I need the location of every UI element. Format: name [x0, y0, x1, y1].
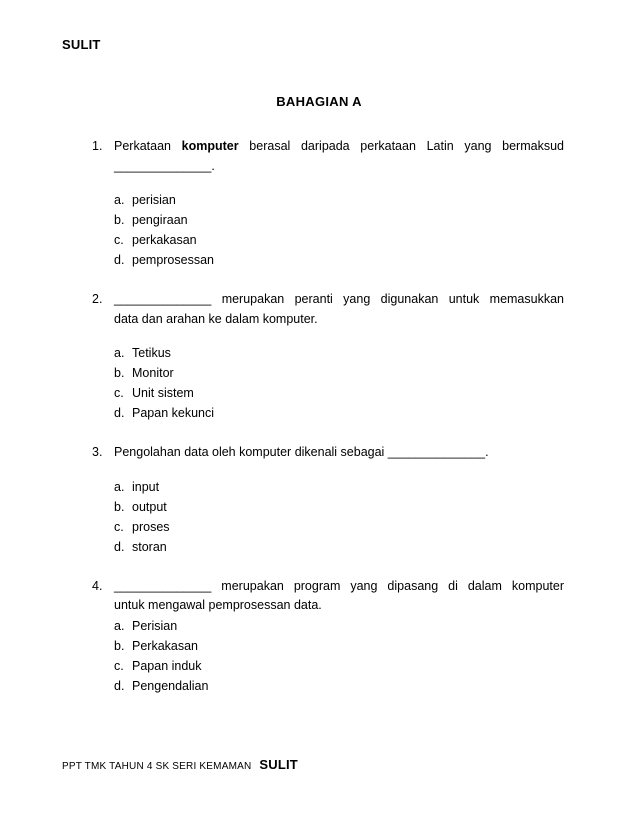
- option-list: [114, 477, 564, 557]
- question-number: 1.: [92, 139, 103, 153]
- option-a[interactable]: [114, 343, 564, 363]
- question-line-2: untuk mengawal pemprosessan data.: [114, 598, 322, 612]
- question-line-1: Pengolahan data oleh komputer dikenali sebagai ______________.: [114, 445, 489, 459]
- option-c[interactable]: [114, 656, 564, 676]
- question-text: [114, 290, 564, 329]
- option-text: Pengendalian: [132, 678, 209, 693]
- question-line-1: [114, 137, 564, 157]
- option-text: storan: [132, 539, 167, 554]
- option-text: output: [132, 499, 167, 514]
- header-classification: SULIT: [62, 37, 101, 52]
- question-line-1: ______________ merupakan peranti yang digunakan untuk memasukkan: [114, 292, 564, 306]
- option-text: Papan kekunci: [132, 406, 215, 420]
- option-letter: d.: [114, 539, 125, 554]
- option-c[interactable]: [114, 517, 564, 537]
- option-text: pemprosessan: [132, 253, 214, 267]
- option-text: pengiraan: [132, 213, 188, 227]
- option-letter: a.: [114, 346, 125, 360]
- section-title: BAHAGIAN A: [276, 94, 362, 109]
- question-line-1: ______________ merupakan program yang dipasang di dalam komputer: [114, 578, 564, 593]
- question-number: 3.: [92, 445, 103, 459]
- option-letter: b.: [114, 366, 125, 380]
- option-list: [114, 343, 564, 423]
- option-list: [114, 616, 564, 696]
- option-letter: a.: [114, 618, 125, 633]
- option-letter: d.: [114, 406, 125, 420]
- option-text: input: [132, 479, 160, 494]
- option-d[interactable]: [114, 250, 564, 270]
- option-letter: c.: [114, 658, 124, 673]
- question-list: [92, 137, 564, 696]
- question-line-2: ______________.: [114, 158, 215, 173]
- option-b[interactable]: [114, 363, 564, 383]
- option-text: proses: [132, 519, 170, 534]
- option-c[interactable]: [114, 383, 564, 403]
- question-line-2: data dan arahan ke dalam komputer.: [114, 311, 318, 326]
- question-2: [92, 290, 564, 423]
- option-letter: d.: [114, 253, 125, 267]
- option-letter: b.: [114, 213, 125, 227]
- option-text: Tetikus: [132, 346, 171, 360]
- question-text: [114, 577, 564, 616]
- option-letter: c.: [114, 386, 124, 400]
- question-number: 2.: [92, 292, 103, 306]
- option-letter: c.: [114, 233, 124, 247]
- option-a[interactable]: [114, 190, 564, 210]
- question-text: [114, 137, 564, 176]
- option-d[interactable]: [114, 403, 564, 423]
- page-footer: [62, 757, 298, 772]
- option-text: Perkakasan: [132, 638, 199, 653]
- option-a[interactable]: [114, 477, 564, 497]
- option-d[interactable]: [114, 537, 564, 557]
- option-b[interactable]: [114, 636, 564, 656]
- question-text: [114, 443, 564, 463]
- option-letter: b.: [114, 499, 125, 514]
- option-text: Papan induk: [132, 658, 202, 673]
- option-letter: b.: [114, 638, 125, 653]
- option-letter: a.: [114, 479, 125, 494]
- option-letter: d.: [114, 678, 125, 693]
- question-number: 4.: [92, 578, 103, 593]
- question-4: [92, 577, 564, 696]
- option-b[interactable]: [114, 210, 564, 230]
- question-stem-end: berasal daripada perkataan Latin yang bermaksud: [238, 139, 564, 153]
- question-1: [92, 137, 564, 270]
- option-a[interactable]: [114, 616, 564, 636]
- question-keyword: komputer: [181, 139, 239, 153]
- option-letter: c.: [114, 519, 124, 534]
- option-text: Monitor: [132, 366, 174, 380]
- footer-text: PPT TMK TAHUN 4 SK SERI KEMAMAN: [62, 761, 252, 772]
- option-d[interactable]: [114, 676, 564, 696]
- option-letter: a.: [114, 193, 125, 207]
- question-3: [92, 443, 564, 557]
- option-b[interactable]: [114, 497, 564, 517]
- option-text: perkakasan: [132, 233, 197, 247]
- option-text: Perisian: [132, 618, 178, 633]
- footer-classification: SULIT: [259, 757, 298, 772]
- option-c[interactable]: [114, 230, 564, 250]
- option-text: perisian: [132, 193, 176, 207]
- question-stem-start: Perkataan: [114, 139, 182, 153]
- option-list: [114, 190, 564, 270]
- option-text: Unit sistem: [132, 386, 194, 400]
